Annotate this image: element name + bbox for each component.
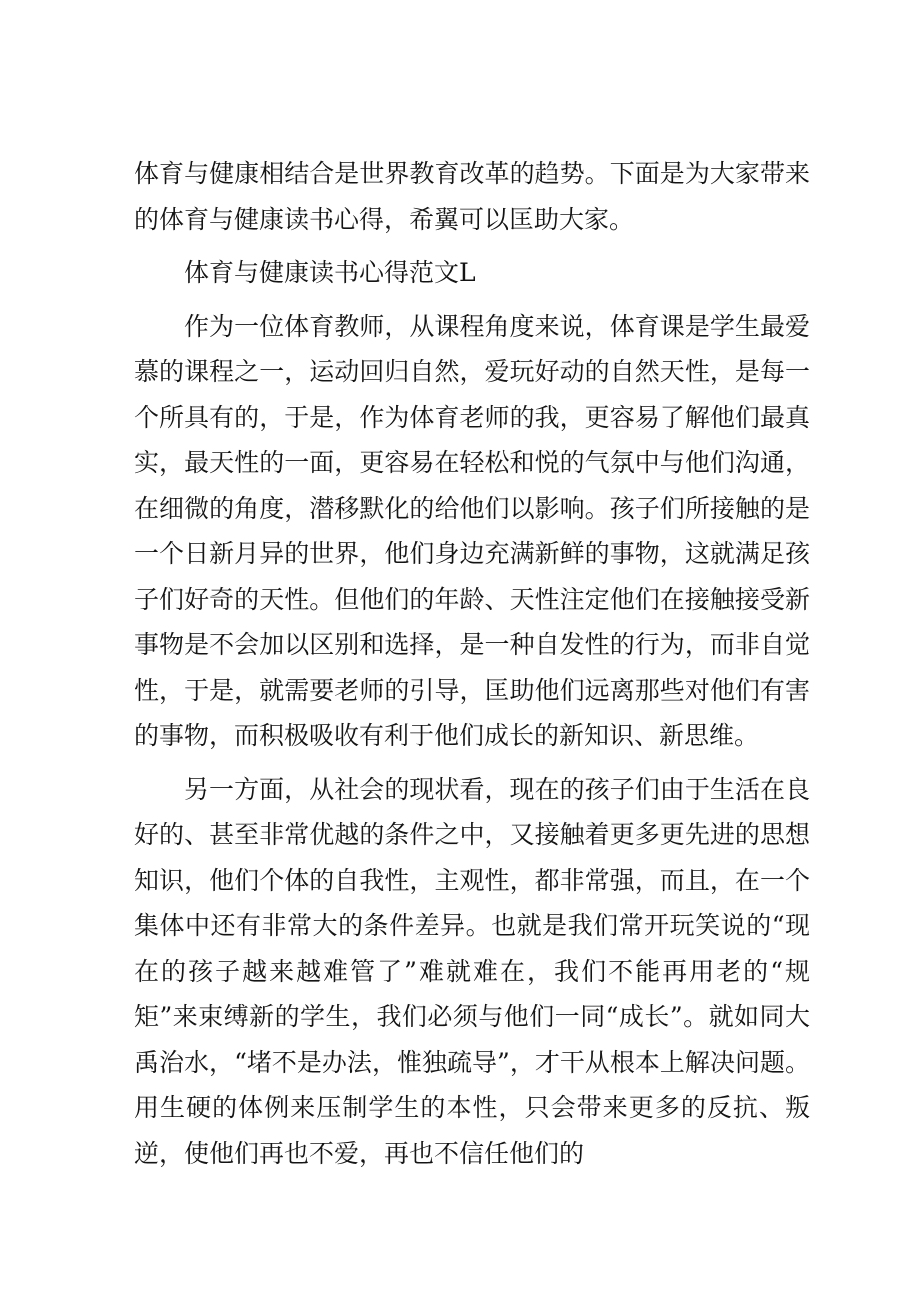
intro-paragraph: 体育与健康相结合是世界教育改革的趋势。下面是为大家带来的体育与健康读书心得，希翼可以匡助大家。 xyxy=(134,159,810,234)
body-paragraph-1: 作为一位体育教师，从课程角度来说，体育课是学生最爱慕的课程之一，运动回归自然，爱玩好动的自然天性，是每一个所具有的，于是，作为体育老师的我，更容易了解他们最真实，最天性的一面，更容易在轻松和悦的气氛中与他们沟通，在细微的角度，潜移默化的给他们以影响。孩子们所接触的是一个日新月异的世界，他们身边充满新鲜的事物，这就满足孩子们好奇的天性。但他们的年龄、天性注定他们在接触接受新事物是不会加以区别和选择，是一种自发性的行为，而非自觉性，于是，就需要老师的引导，匡助他们远离那些对他们有害的事物，而积极吸收有利于他们成长的新知识、新思维。 xyxy=(134,311,810,750)
body-paragraph-2: 另一方面，从社会的现状看，现在的孩子们由于生活在良好的、甚至非常优越的条件之中，又接触着更多更先进的思想知识，他们个体的自我性，主观性，都非常强，而且，在一个集体中还有非常大的条件差异。也就是我们常开玩笑说的“现在的孩子越来越难管了”难就难在，我们不能再用老的“规矩”来束缚新的学生，我们必须与他们一同“成长”。就如同大禹治水，“堵不是办法，惟独疏导”，才干从根本上解决问题。用生硬的体例来压制学生的本性，只会带来更多的反抗、叛逆，使他们再也不爱，再也不信任他们的 xyxy=(134,774,810,1168)
section-heading: 体育与健康读书心得范文L xyxy=(184,258,476,287)
document-body xyxy=(134,151,810,1176)
